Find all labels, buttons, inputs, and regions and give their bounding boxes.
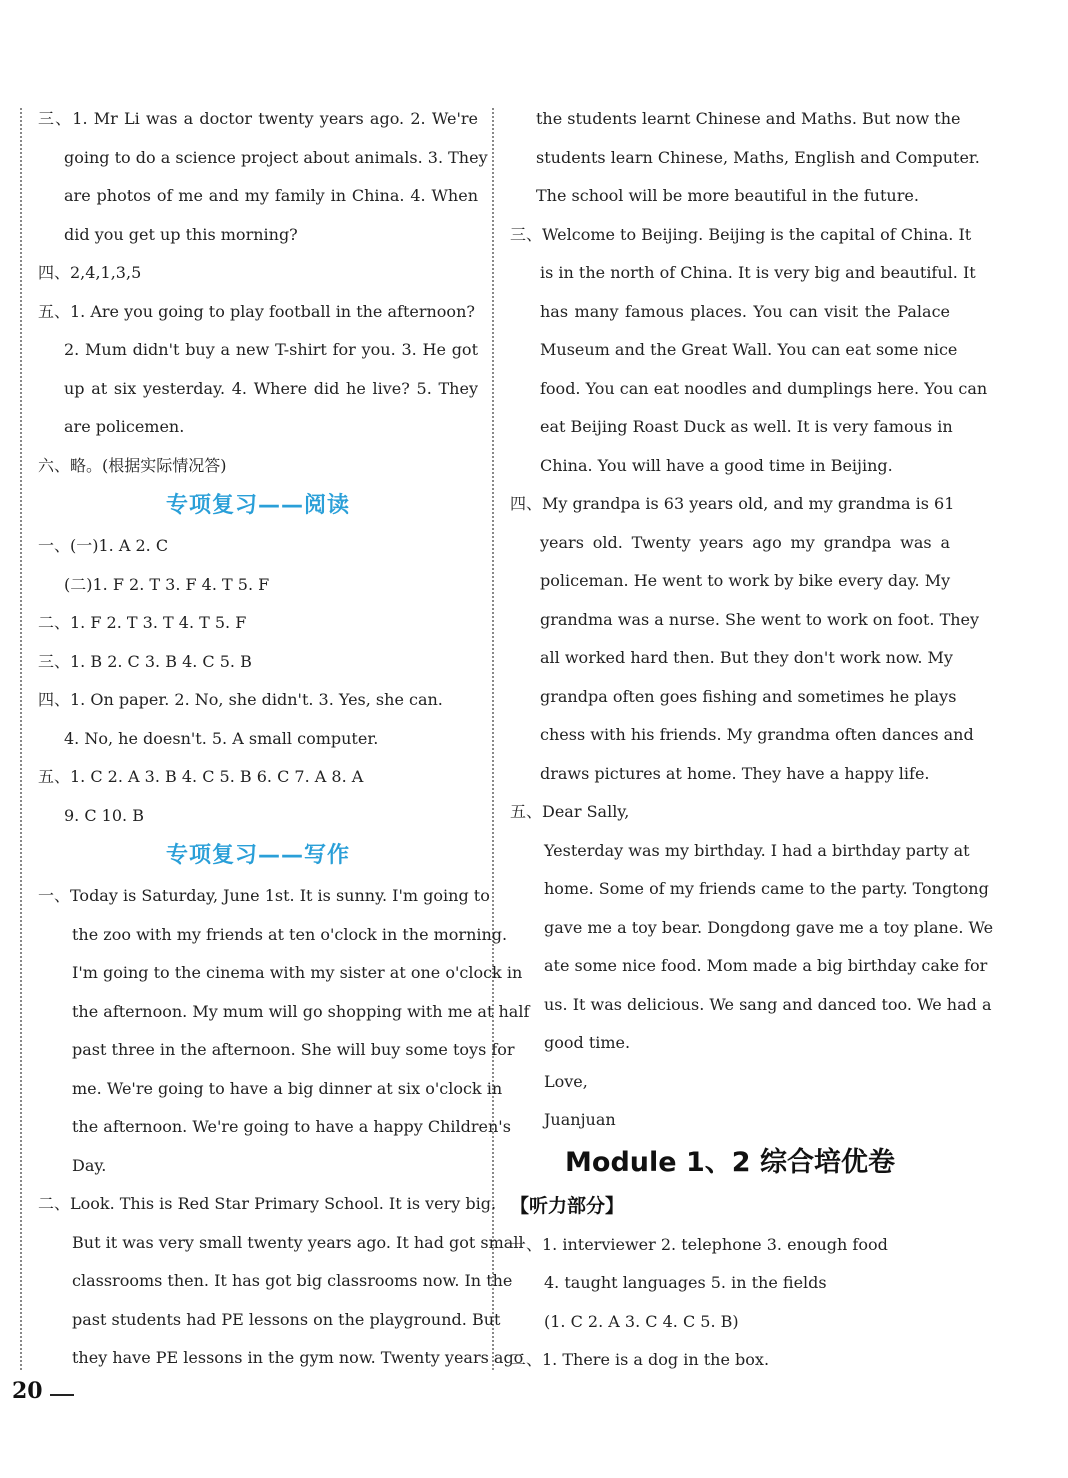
reading-answer-line: 五、1. C 2. A 3. B 4. C 5. B 6. C 7. A 8. A [38,767,364,786]
answer-line: all worked hard then. But they don't work now. My [540,648,953,667]
letter-line: gave me a toy bear. Dongdong gave me a toy plane. We [544,917,994,937]
listening-answer-line: 4. taught languages 5. in the fields [544,1273,827,1292]
letter-line: ate some nice food. Mom made a big birthday cake for [544,956,988,975]
letter-greeting: 五、Dear Sally, [510,802,630,821]
listening-answer-line: 一、1. interviewer 2. telephone 3. enough food [510,1234,888,1254]
answer-line: The school will be more beautiful in the future. [536,186,919,205]
answer-line: Museum and the Great Wall. You can eat some nice [540,340,958,359]
answer-line: grandpa often goes fishing and sometimes he plays [540,686,957,706]
answer-line: 四、My grandpa is 63 years old, and my grandma is 61 [510,494,955,513]
reading-answer-line: 二、1. F 2. T 3. T 4. T 5. F [38,613,247,632]
answer-line: 四、2,4,1,3,5 [38,263,142,282]
answer-line: draws pictures at home. They have a happy life. [540,763,930,783]
answer-line: 六、略。(根据实际情况答) [38,455,227,475]
letter-line: Yesterday was my birthday. I had a birthday party at [544,840,970,860]
reading-answer-line: 一、(一)1. A 2. C [38,536,169,555]
writing-answer-line: past three in the afternoon. She will buy some toys for [72,1040,515,1059]
reading-answer-line: 四、1. On paper. 2. No, she didn't. 3. Yes, she can. [38,690,443,709]
writing-answer-line: the afternoon. We're going to have a happy Children's [72,1117,511,1136]
reading-answer-line: 9. C 10. B [64,805,144,825]
answer-line: is in the north of China. It is very big and beautiful. It [540,263,976,282]
right-column [510,100,994,1380]
listening-answer-line: (1. C 2. A 3. C 4. C 5. B) [544,1311,739,1331]
listening-answer-line: 二、1. There is a dog in the box. [510,1350,770,1369]
answer-line: students learn Chinese, Maths, English and Computer. [536,147,980,167]
writing-answer-line: they have PE lessons in the gym now. Twenty years ago [72,1348,524,1367]
answer-line: are photos of me and my family in China. 4. When [64,186,478,205]
module-heading: Module 1、2 综合培优卷 [565,1146,895,1178]
letter-line: home. Some of my friends came to the party. Tongtong [544,879,989,898]
left-column [38,100,530,1378]
page-number-dash [50,1394,74,1396]
answer-line: the students learnt Chinese and Maths. But now the [536,109,961,128]
answer-line: up at six yesterday. 4. Where did he live? 5. They [64,378,478,398]
writing-answer-line: 二、Look. This is Red Star Primary School. It is very big. [38,1194,497,1213]
letter-line: us. It was delicious. We sang and danced too. We had a [544,994,992,1014]
writing-answer-line: the zoo with my friends at ten o'clock in the morning. [72,924,508,944]
answer-line: are policemen. [64,417,185,436]
answer-line: going to do a science project about animals. 3. They [64,147,488,167]
letter-closing: Love, [544,1071,588,1091]
reading-answer-line: 4. No, he doesn't. 5. A small computer. [64,728,379,748]
answer-line: eat Beijing Roast Duck as well. It is very famous in [540,417,953,436]
answer-line: China. You will have a good time in Beijing. [540,455,893,475]
writing-answer-line: Day. [72,1155,107,1175]
reading-review-heading: 专项复习——阅读 [165,493,350,518]
letter-signature: Juanjuan [544,1110,616,1129]
left-margin-divider [20,108,22,1370]
answer-line: policeman. He went to work by bike every day. My [540,571,951,590]
answer-line: 三、1. Mr Li was a doctor twenty years ago. 2. We're [38,109,478,128]
reading-answer-line: (二)1. F 2. T 3. F 4. T 5. F [64,574,270,594]
answer-line: food. You can eat noodles and dumplings here. You can [540,378,988,398]
answer-line: years old. Twenty years ago my grandpa was a [540,532,950,552]
answer-line: has many famous places. You can visit the Palace [540,301,950,321]
writing-review-heading: 专项复习——写作 [165,843,350,868]
listening-heading: 【听力部分】 [510,1194,625,1217]
answer-line: grandma was a nurse. She went to work on foot. They [540,609,980,629]
writing-answer-line: I'm going to the cinema with my sister at one o'clock in [72,963,523,982]
column-divider [492,108,494,1370]
answer-line: 三、Welcome to Beijing. Beijing is the capital of China. It [510,224,972,244]
writing-answer-line: classrooms then. It has got big classrooms now. In the [72,1271,513,1290]
writing-answer-line: past students had PE lessons on the playground. But [72,1309,501,1329]
answer-line: chess with his friends. My grandma often dances and [540,725,974,744]
page-number: 20 [12,1378,43,1404]
answer-line: 五、1. Are you going to play football in the afternoon? [38,301,475,321]
writing-answer-line: But it was very small twenty years ago. It had got small [72,1232,524,1252]
reading-answer-line: 三、1. B 2. C 3. B 4. C 5. B [38,651,252,671]
writing-answer-line: 一、Today is Saturday, June 1st. It is sunny. I'm going to [38,886,490,905]
writing-answer-line: me. We're going to have a big dinner at six o'clock in [72,1078,503,1098]
answer-line: did you get up this morning? [64,224,298,244]
letter-line: good time. [544,1033,631,1052]
answer-line: 2. Mum didn't buy a new T-shirt for you. 3. He got [64,340,478,359]
writing-answer-line: the afternoon. My mum will go shopping with me at half [72,1001,530,1021]
